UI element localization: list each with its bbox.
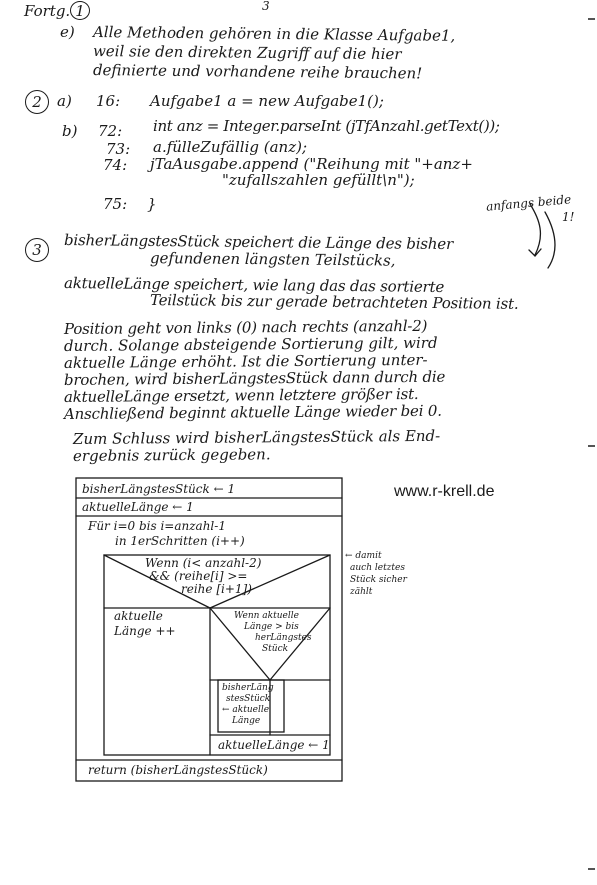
struk-cond-3: reihe [i+1]) (181, 582, 252, 596)
q3-annotation-num: 1! (562, 210, 575, 224)
q3-annotation: anfangs beide (485, 192, 572, 214)
q3-p3-line-4: brochen, wird bisherLängstesStück dann durch die (63, 367, 446, 389)
q2-circle: 2 (25, 90, 49, 114)
part-e-letter: e) (60, 23, 75, 41)
struk-inner-cond-3: herLängstes (255, 633, 312, 643)
q3-p3-line-2: durch. Solange absteigende Sortierung gilt, wird (63, 333, 438, 355)
q2-a-label: a) (57, 92, 72, 110)
q3-p1-line-2: gefundenen längsten Teilstücks, (149, 249, 396, 270)
q3-p4-line-2: ergebnis zurück gegeben. (72, 445, 271, 465)
part-e-line-2: weil sie den direkten Zugriff auf die hier (92, 42, 402, 64)
q2-b-no-1: 72: (98, 122, 123, 140)
q3-p1-line-1: bisherLängstesStück speichert die Länge des bisher (63, 231, 454, 254)
header-circle: 1 (70, 1, 90, 20)
edge-mark-mid (588, 445, 595, 447)
q2-b-code-2: a.fülleZufällig (anz); (153, 138, 307, 156)
q3-p3-line-5: aktuelleLänge ersetzt, wenn letztere größer ist. (63, 384, 419, 406)
edge-mark-bottom (588, 868, 595, 870)
part-e-line-1: Alle Methoden gehören in die Klasse Aufgabe1, (92, 23, 456, 45)
q2-b-code-4: "zufallszahlen gefüllt\n"); (222, 171, 415, 189)
struk-inner-cond-4: Stück (262, 644, 289, 654)
q2-b-no-3: 74: (103, 156, 128, 174)
q3-p4-line-1: Zum Schluss wird bisherLängstesStück als End- (72, 426, 441, 448)
struk-init-2: aktuelleLänge ← 1 (82, 500, 194, 514)
struk-then-2: Länge ++ (114, 624, 176, 638)
struk-init-1: bisherLängstesStück ← 1 (82, 482, 236, 496)
struk-loop-1: Für i=0 bis i=anzahl-1 (88, 519, 226, 533)
q3-p3-line-6: Anschließend beginnt aktuelle Länge wieder bei 0. (63, 401, 442, 423)
struk-cond-2: && (reihe[i] >= (149, 569, 248, 583)
q3-p2-line-2: Teilstück bis zur gerade betrachteten Position ist. (149, 291, 519, 313)
q2-a-line-no: 16: (96, 92, 121, 110)
page-mark: 3 (262, 0, 270, 13)
struk-else-reset: aktuelleLänge ← 1 (218, 738, 330, 752)
struk-side-note-1: ← damit (345, 551, 382, 561)
part-e-line-3: definierte und vorhandene reihe brauchen! (92, 61, 423, 83)
struk-inner-then-4: Länge (232, 716, 261, 726)
website-url: www.r-krell.de (394, 483, 495, 500)
q2-b-no-5: 75: (103, 195, 128, 213)
q2-b-code-3: jTaAusgabe.append ("Reihung mit "+anz+ (150, 155, 473, 173)
struk-side-note-4: zählt (350, 587, 373, 597)
edge-mark-top (588, 18, 595, 20)
struk-inner-then-2: stesStück (226, 694, 271, 704)
q2-b-label: b) (62, 122, 78, 140)
struk-inner-then-3: ← aktuelle (222, 705, 270, 715)
q3-p2-line-1: aktuelleLänge speichert, wie lang das das sortierte (63, 274, 445, 296)
q2-b-code-5: } (147, 195, 157, 213)
q3-p3-line-1: Position geht von links (0) nach rechts (anzahl-2) (63, 316, 428, 338)
struk-cond-1: Wenn (i< anzahl-2) (145, 556, 262, 570)
struk-inner-cond-2: Länge > bis (244, 622, 299, 632)
struk-then-1: aktuelle (114, 609, 163, 623)
struk-side-note-3: Stück sicher (350, 575, 407, 585)
q3-circle: 3 (25, 238, 49, 262)
q3-p3-line-3: aktuelle Länge erhöht. Ist die Sortierung unter- (63, 350, 428, 372)
q2-a-code: Aufgabe1 a = new Aufgabe1(); (150, 92, 384, 110)
header-label: Fortg. (24, 2, 71, 20)
struk-loop-2: in 1erSchritten (i++) (115, 534, 245, 548)
struk-side-note-2: auch letztes (350, 563, 405, 573)
q2-b-code-1: int anz = Integer.parseInt (jTfAnzahl.getText()); (153, 117, 500, 135)
q2-b-no-2: 73: (106, 140, 131, 158)
struk-return: return (bisherLängstesStück) (88, 763, 268, 777)
struk-inner-cond-1: Wenn aktuelle (234, 611, 299, 621)
struk-inner-then-1: bisherLäng (222, 683, 274, 693)
